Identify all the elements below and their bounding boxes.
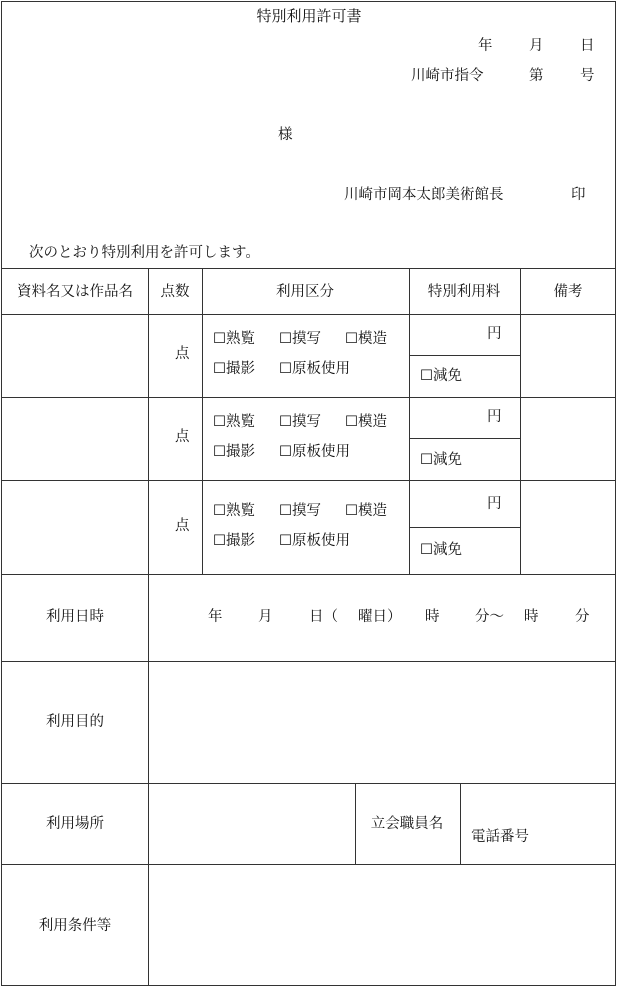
issue-month-label: 月 xyxy=(529,38,544,54)
datetime-start-hour: 時 xyxy=(425,609,440,625)
row1-option-replica[interactable]: ☐模造 xyxy=(345,331,387,347)
row1-option-original-plate[interactable]: ☐原板使用 xyxy=(279,361,350,377)
row1-fee-divider xyxy=(409,355,520,356)
conditions-label: 利用条件等 xyxy=(38,918,112,934)
row1-option-viewing[interactable]: ☐熟覧 xyxy=(213,331,255,347)
datetime-end-minute: 分 xyxy=(575,609,590,625)
row3-option-viewing[interactable]: ☐熟覧 xyxy=(213,503,255,519)
row3-fee-divider xyxy=(409,527,520,528)
row3-count-unit: 点 xyxy=(175,518,190,534)
row2-option-tracing[interactable]: ☐摸写 xyxy=(279,414,321,430)
header-usage-type: 利用区分 xyxy=(276,284,334,300)
count-column-line xyxy=(202,268,203,574)
row3-option-original-plate[interactable]: ☐原板使用 xyxy=(279,533,350,549)
purpose-bottom-line xyxy=(1,783,616,784)
attendant-label: 立会職員名 xyxy=(370,816,444,832)
row1-fee-unit: 円 xyxy=(487,326,502,342)
row1-exemption[interactable]: ☐減免 xyxy=(420,368,462,384)
datetime-start-minute: 分～ xyxy=(475,609,504,625)
datetime-bottom-line xyxy=(1,661,616,662)
header-bottom-line xyxy=(1,314,616,315)
datetime-month: 月 xyxy=(258,609,273,625)
purpose-label: 利用目的 xyxy=(46,714,104,730)
row2-option-original-plate[interactable]: ☐原板使用 xyxy=(279,444,350,460)
fee-column-line xyxy=(520,268,521,574)
usage-column-line xyxy=(409,268,410,574)
row3-bottom-line xyxy=(1,574,616,575)
row2-option-photo[interactable]: ☐撮影 xyxy=(213,444,255,460)
place-label: 利用場所 xyxy=(46,816,104,832)
document-title: 特別利用許可書 xyxy=(256,7,362,25)
row1-option-tracing[interactable]: ☐摸写 xyxy=(279,331,321,347)
datetime-year: 年 xyxy=(208,609,223,625)
row2-count-unit: 点 xyxy=(175,429,190,445)
issue-year-label: 年 xyxy=(478,38,493,54)
row2-bottom-line xyxy=(1,480,616,481)
row2-fee-unit: 円 xyxy=(487,409,502,425)
row1-bottom-line xyxy=(1,397,616,398)
permission-statement: 次のとおり特別利用を許可します。 xyxy=(29,245,260,261)
datetime-end-hour: 時 xyxy=(524,609,539,625)
place-attendant-line xyxy=(355,783,356,864)
header-remarks: 備考 xyxy=(553,284,583,300)
row2-fee-divider xyxy=(409,438,520,439)
row2-exemption[interactable]: ☐減免 xyxy=(420,452,462,468)
row3-option-replica[interactable]: ☐模造 xyxy=(345,503,387,519)
seal-mark: 印 xyxy=(571,187,586,203)
row2-option-replica[interactable]: ☐模造 xyxy=(345,414,387,430)
datetime-day: 日（ xyxy=(309,609,338,625)
attendant-phone-line xyxy=(460,783,461,864)
row3-option-photo[interactable]: ☐撮影 xyxy=(213,533,255,549)
table-top-line xyxy=(1,268,616,269)
row2-option-viewing[interactable]: ☐熟覧 xyxy=(213,414,255,430)
issuer-name: 川崎市岡本太郎美術館長 xyxy=(344,187,504,203)
issue-day-label: 日 xyxy=(580,38,595,54)
datetime-label: 利用日時 xyxy=(46,609,104,625)
header-item-name: 資料名又は作品名 xyxy=(17,284,133,300)
label-column-line xyxy=(148,268,149,986)
header-fee: 特別利用料 xyxy=(427,284,501,300)
row3-exemption[interactable]: ☐減免 xyxy=(420,542,462,558)
row1-count-unit: 点 xyxy=(175,346,190,362)
row3-fee-unit: 円 xyxy=(487,496,502,512)
reference-suffix: 号 xyxy=(580,68,595,84)
header-count: 点数 xyxy=(160,284,190,300)
phone-label: 電話番号 xyxy=(471,829,529,845)
reference-number-label: 第 xyxy=(529,68,544,84)
place-bottom-line xyxy=(1,864,616,865)
row3-option-tracing[interactable]: ☐摸写 xyxy=(279,503,321,519)
addressee-suffix: 様 xyxy=(278,127,293,143)
datetime-weekday: 曜日） xyxy=(358,609,402,625)
row1-option-photo[interactable]: ☐撮影 xyxy=(213,361,255,377)
reference-prefix: 川崎市指令 xyxy=(411,68,484,84)
